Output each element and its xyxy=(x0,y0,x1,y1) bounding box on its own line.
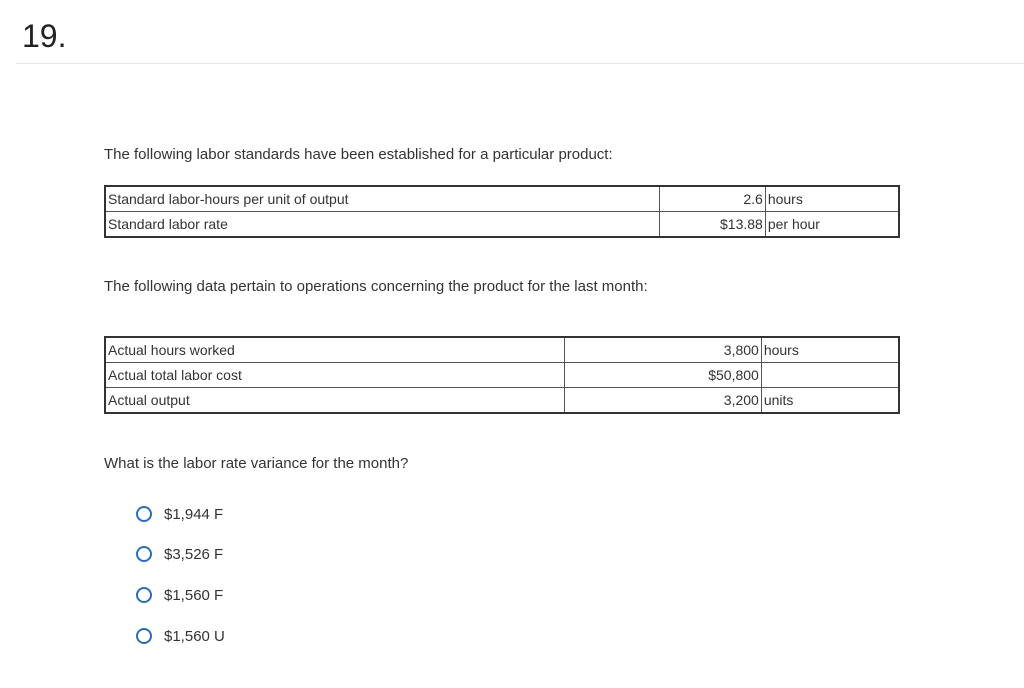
row-value: $50,800 xyxy=(565,363,761,388)
option-label: $3,526 F xyxy=(164,545,224,563)
row-label: Standard labor rate xyxy=(105,212,660,238)
standards-table xyxy=(104,185,900,238)
answer-option-2[interactable] xyxy=(136,542,223,566)
table-row xyxy=(105,388,899,414)
row-unit: hours xyxy=(761,337,899,363)
intro-text: The following labor standards have been established for a particular product: xyxy=(104,146,613,163)
option-label: $1,944 F xyxy=(164,505,224,523)
radio-button-icon[interactable] xyxy=(136,506,152,522)
row-unit xyxy=(761,363,899,388)
table-row xyxy=(105,212,899,238)
option-label: $1,560 U xyxy=(164,627,225,645)
row-unit: per hour xyxy=(765,212,899,238)
row-label: Actual total labor cost xyxy=(105,363,565,388)
row-label: Standard labor-hours per unit of output xyxy=(105,186,660,212)
answer-option-1[interactable] xyxy=(136,502,223,526)
answer-option-3[interactable] xyxy=(136,583,223,607)
table-row xyxy=(105,337,899,363)
divider xyxy=(16,63,1024,64)
actuals-table xyxy=(104,336,900,414)
radio-button-icon[interactable] xyxy=(136,546,152,562)
row-unit: hours xyxy=(765,186,899,212)
row-label: Actual hours worked xyxy=(105,337,565,363)
row-unit: units xyxy=(761,388,899,414)
option-label: $1,560 F xyxy=(164,586,224,604)
row-value: 3,800 xyxy=(565,337,761,363)
radio-button-icon[interactable] xyxy=(136,628,152,644)
answer-option-4[interactable] xyxy=(136,624,225,648)
row-value: $13.88 xyxy=(660,212,766,238)
question-number: 19. xyxy=(22,18,67,54)
row-value: 3,200 xyxy=(565,388,761,414)
table-row xyxy=(105,363,899,388)
row-value: 2.6 xyxy=(660,186,766,212)
data-intro-text: The following data pertain to operations concerning the product for the last month: xyxy=(104,278,648,295)
radio-button-icon[interactable] xyxy=(136,587,152,603)
table-row xyxy=(105,186,899,212)
row-label: Actual output xyxy=(105,388,565,414)
question-text: What is the labor rate variance for the month? xyxy=(104,455,409,472)
